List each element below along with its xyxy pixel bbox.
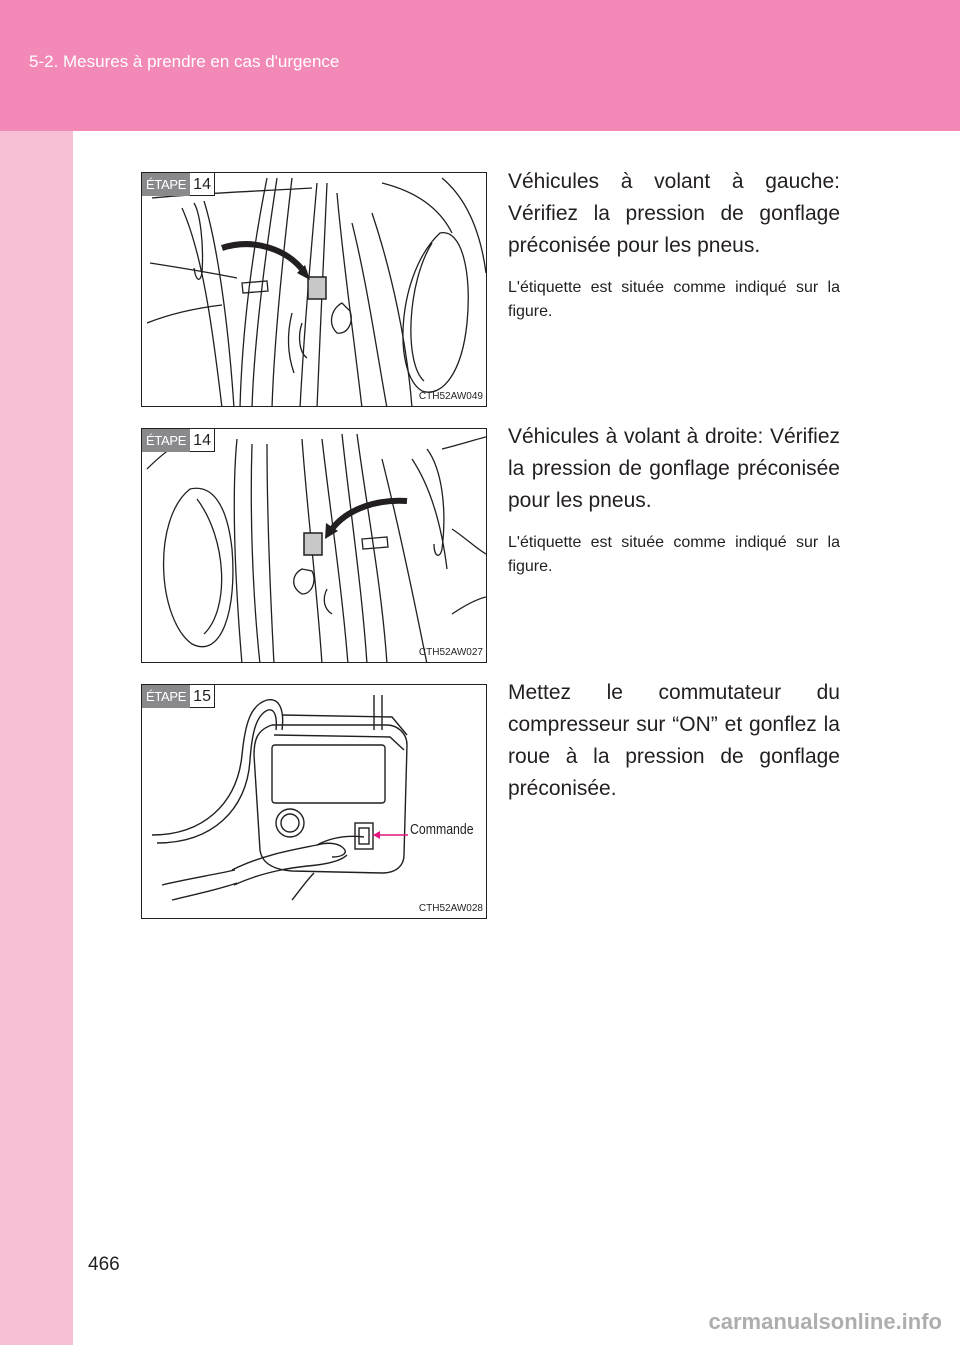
step-note: L'étiquette est située comme indiqué sur la figure. — [508, 279, 840, 320]
figure-code: CTH52AW028 — [418, 903, 483, 914]
page-margin-band — [0, 0, 73, 1345]
door-pillar-illustration — [142, 429, 487, 663]
step-badge — [142, 685, 215, 708]
figure-code: CTH52AW049 — [418, 391, 483, 402]
section-title: 5-2. Mesures à prendre en cas d'urgence — [29, 52, 340, 71]
page-number: 466 — [88, 1254, 120, 1275]
step-badge — [142, 173, 215, 196]
step-number: 15 — [190, 685, 215, 708]
figure-code: CTH52AW027 — [418, 647, 483, 658]
step-number: 14 — [190, 429, 215, 452]
compressor-illustration — [142, 685, 487, 919]
step-number: 14 — [190, 173, 215, 196]
step-label: ÉTAPE — [142, 173, 190, 196]
door-pillar-illustration — [142, 173, 487, 407]
watermark: carmanualsonline.info — [708, 1309, 942, 1334]
step-text-block — [508, 166, 840, 324]
page-header — [0, 0, 960, 131]
step-note: L'étiquette est située comme indiqué sur la figure. — [508, 534, 840, 575]
figure-step-14-left-hand-drive — [141, 172, 487, 407]
step-text-block — [508, 677, 840, 805]
step-instruction: Mettez le commutateur du compresseur sur “ON” et gonflez la roue à la pression de gonflage préconisée. — [508, 681, 840, 800]
figure-callout-label: Commande — [410, 821, 474, 838]
figure-step-15-compressor — [141, 684, 487, 919]
step-label: ÉTAPE — [142, 685, 190, 708]
step-label: ÉTAPE — [142, 429, 190, 452]
figure-step-14-right-hand-drive — [141, 428, 487, 663]
step-instruction: Véhicules à volant à gauche: Vérifiez la pression de gonflage préconisée pour les pneus. — [508, 170, 840, 257]
step-text-block — [508, 421, 840, 579]
step-badge — [142, 429, 215, 452]
step-instruction: Véhicules à volant à droite: Vérifiez la pression de gonflage préconisée pour les pneus. — [508, 425, 840, 512]
